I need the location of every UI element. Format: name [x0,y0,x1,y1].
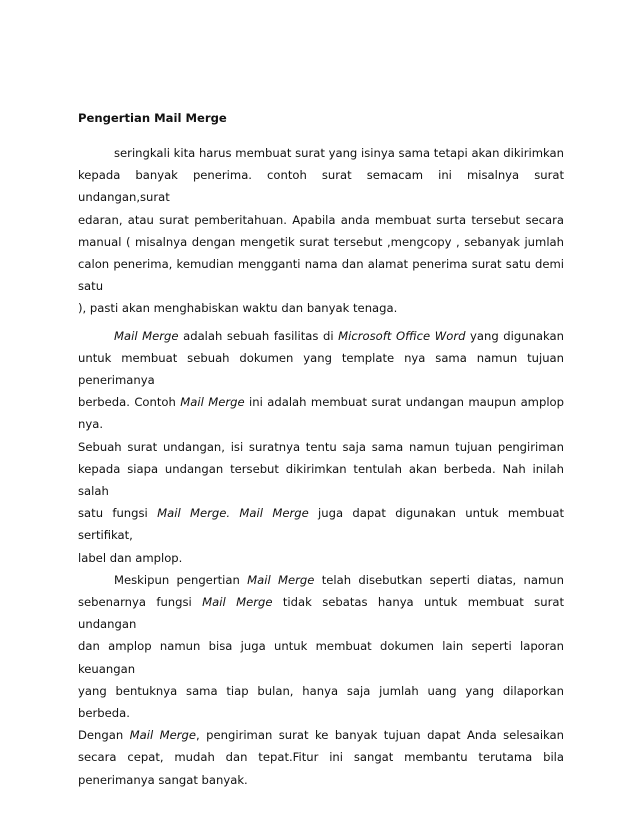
text-line [78,635,564,679]
text-line [78,502,564,546]
text-segment: yang bentuknya sama tiap bulan, hanya saja jumlah uang yang dilaporkan berbeda. [78,683,564,721]
text-segment: satu fungsi [78,506,158,521]
text-segment: ini adalah membuat surat undangan maupun amplop nya. [78,395,565,432]
text-segment: Meskipun pengertian [114,572,248,587]
paragraph [78,142,564,320]
text-segment: dan amplop namun bisa juga untuk membuat dokumen lain seperti laporan keuangan [78,639,564,676]
document-title: Pengertian Mail Merge [78,111,227,125]
text-segment: secara cepat, mudah dan tepat.Fitur ini sangat membantu terutama bila [78,750,564,765]
text-segment: calon penerima, kemudian mengganti nama dan alamat penerima surat satu demi satu [78,257,564,294]
text-line [78,458,564,502]
italic-term: Mail Merge [247,572,315,587]
text-segment: ), pasti akan menghabiskan waktu dan banyak tenaga. [78,301,398,316]
text-segment: tidak sebatas hanya untuk membuat surat undangan [78,595,564,632]
text-segment: Sebuah surat undangan, isi suratnya tentu saja sama namun tujuan pengiriman [78,439,564,454]
italic-term: Mail Merge [129,728,197,743]
text-segment: sebenarnya fungsi [78,595,203,610]
paragraph-container [78,142,564,791]
italic-term: Mail Merge [202,595,273,610]
text-line [78,724,564,746]
text-segment: yang digunakan [465,328,564,343]
text-segment: penerimanya sangat banyak. [78,772,248,787]
italic-term: Microsoft Office Word [338,328,466,343]
text-segment: kepada banyak penerima. contoh surat semacam ini misalnya surat undangan,surat [78,168,564,205]
text-line [78,297,564,319]
text-segment: telah disebutkan seperti diatas, namun [314,572,564,587]
text-line [78,209,564,231]
text-segment: , pengiriman surat ke banyak tujuan dapat Anda selesaikan [196,728,564,743]
text-segment: adalah sebuah fasilitas di [178,328,339,343]
text-line [78,325,564,347]
text-line [78,547,564,569]
text-line [78,569,564,591]
text-line [78,436,564,458]
text-line [78,231,564,253]
text-line [78,142,564,164]
text-line [78,591,564,635]
text-line [78,746,564,768]
text-segment: untuk membuat sebuah dokumen yang template nya sama namun tujuan penerimanya [78,350,564,388]
text-line [78,347,564,391]
italic-term: Mail Merge. Mail Merge [157,506,309,521]
text-segment: manual ( misalnya dengan mengetik surat tersebut ,mengcopy , sebanyak jumlah [78,234,564,249]
text-segment: juga dapat digunakan untuk membuat sertifikat, [78,506,564,543]
text-segment: kepada siapa undangan tersebut dikirimkan tentulah akan berbeda. Nah inilah salah [78,461,564,499]
text-segment: seringkali kita harus membuat surat yang isinya sama tetapi akan dikirimkan [114,146,564,160]
document-body [78,108,564,791]
text-segment: Dengan [78,728,130,743]
italic-term: Mail Merge [114,328,179,343]
text-line [78,253,564,297]
paragraph [78,325,564,791]
text-segment: label dan amplop. [78,550,183,565]
text-line [78,164,564,208]
text-line [78,769,564,791]
italic-term: Mail Merge [180,395,245,410]
text-line [78,680,564,724]
text-line [78,391,564,435]
text-segment: edaran, atau surat pemberitahuan. Apabila anda membuat surta tersebut secara [78,212,564,227]
text-segment: berbeda. Contoh [78,395,181,410]
